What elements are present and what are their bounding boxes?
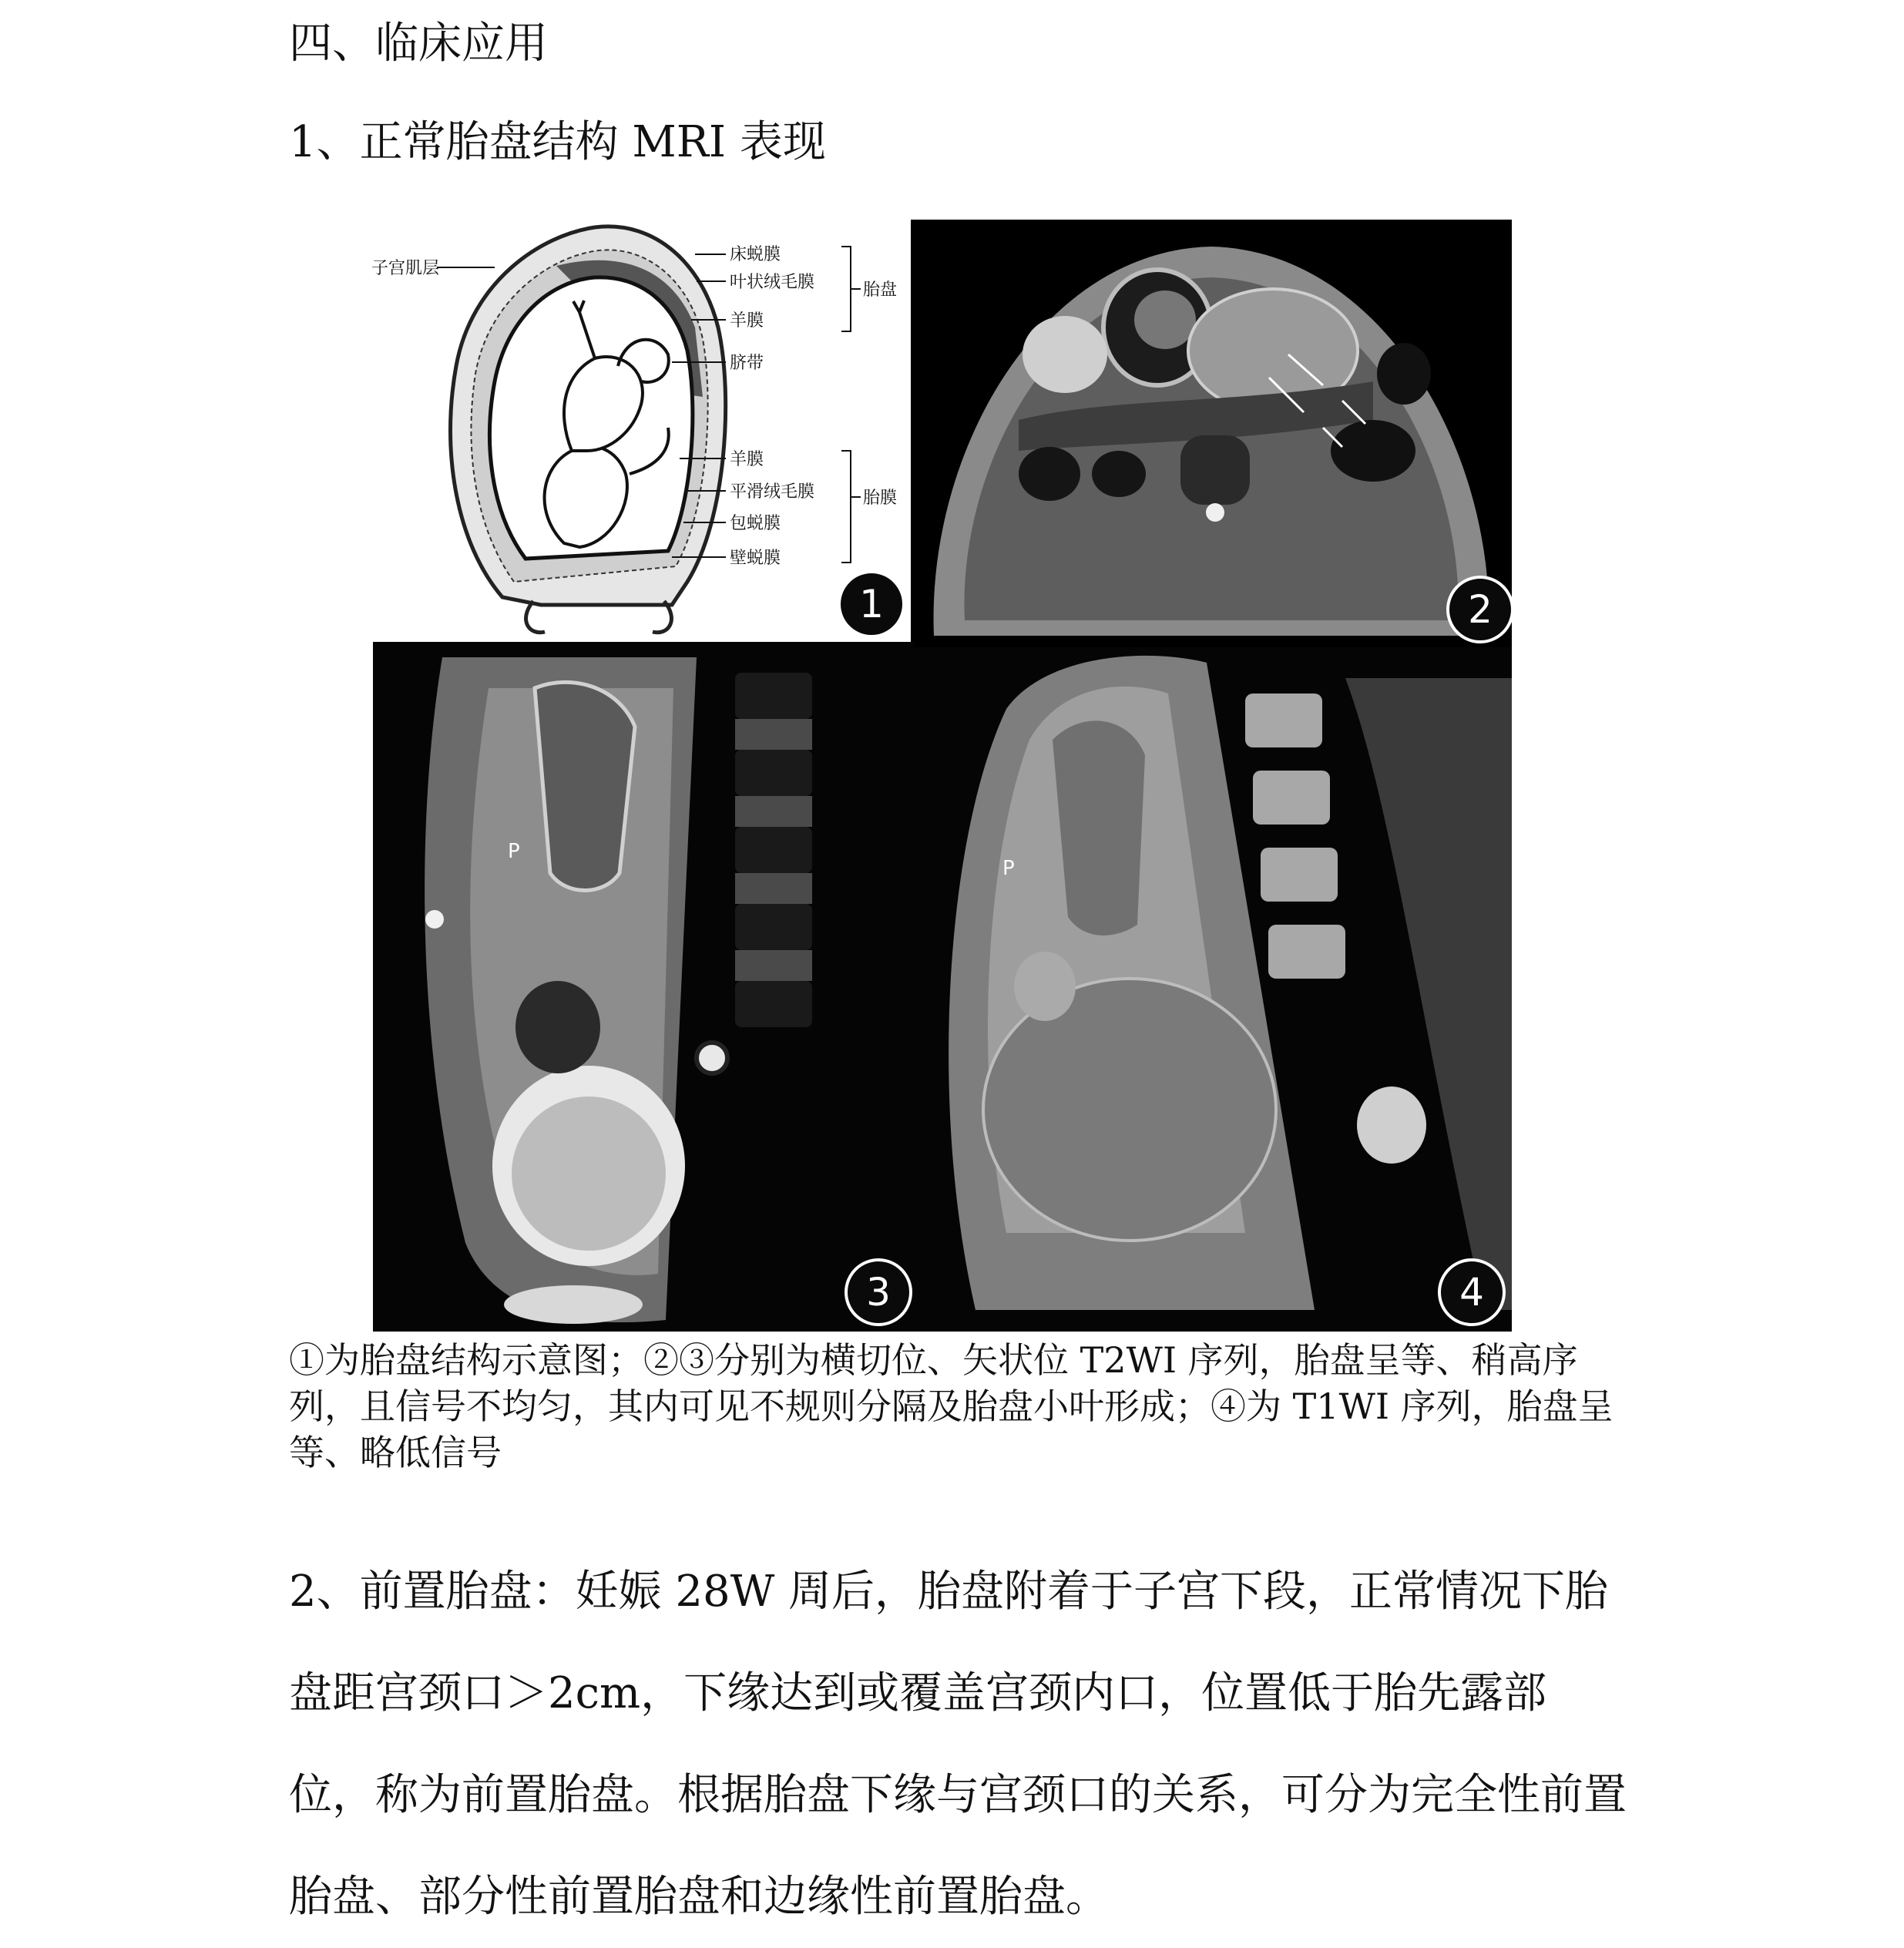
panel-number-2: 2 — [1446, 576, 1512, 643]
mri-axial-image — [911, 220, 1512, 647]
panel-number-4: 4 — [1438, 1258, 1506, 1326]
subsection-heading: 1、正常胎盘结构 MRI 表现 — [289, 117, 826, 167]
placenta-marker-3: P — [508, 840, 520, 863]
label-amnion-top: 羊膜 — [730, 311, 764, 331]
label-decidua-capsularis: 包蜕膜 — [730, 514, 781, 533]
mri-sagittal-t1-image — [914, 647, 1512, 1332]
placenta-structure-diagram — [364, 220, 911, 640]
label-myometrium: 子宫肌层 — [371, 259, 440, 278]
label-membranes-group: 胎膜 — [863, 489, 898, 508]
panel-3-mri-sagittal-t2 — [373, 642, 914, 1332]
mri-sagittal-t2-image — [373, 642, 914, 1332]
label-placenta-group: 胎盘 — [863, 280, 898, 300]
panel-number-3: 3 — [845, 1258, 912, 1326]
panel-1-diagram — [364, 220, 911, 640]
label-chorion-laeve: 平滑绒毛膜 — [730, 482, 815, 502]
label-decidua-basalis: 床蜕膜 — [730, 245, 781, 264]
section-heading: 四、临床应用 — [289, 18, 548, 69]
label-decidua-parietalis: 壁蜕膜 — [730, 549, 781, 568]
label-amnion-bottom: 羊膜 — [730, 450, 764, 469]
panel-2-mri-axial — [911, 220, 1512, 647]
figure-caption: ①为胎盘结构示意图；②③分别为横切位、矢状位 T2WI 序列，胎盘呈等、稍高序列，且信号不均匀，其内可见不规则分隔及胎盘小叶形成；④为 T1WI 序列，胎盘呈等、略低信号 — [289, 1339, 1614, 1473]
label-umbilical-cord: 脐带 — [730, 354, 764, 373]
panel-4-mri-sagittal-t1 — [914, 647, 1512, 1332]
placenta-marker-4: P — [1002, 857, 1015, 880]
figure — [364, 220, 1512, 1333]
panel-number-1: 1 — [838, 570, 905, 638]
paragraph-placenta-previa: 2、前置胎盘：妊娠 28W 周后，胎盘附着于子宫下段，正常情况下胎盘距宫颈口＞2cm，下缘达到或覆盖宫颈内口，位置低于胎先露部位，称为前置胎盘。根据胎盘下缘与宫颈口的关系，可分为完全性前置胎盘、部分性前置胎盘和边缘性前置胎盘。 — [289, 1567, 1627, 1922]
label-chorion-frondosum: 叶状绒毛膜 — [730, 273, 815, 292]
